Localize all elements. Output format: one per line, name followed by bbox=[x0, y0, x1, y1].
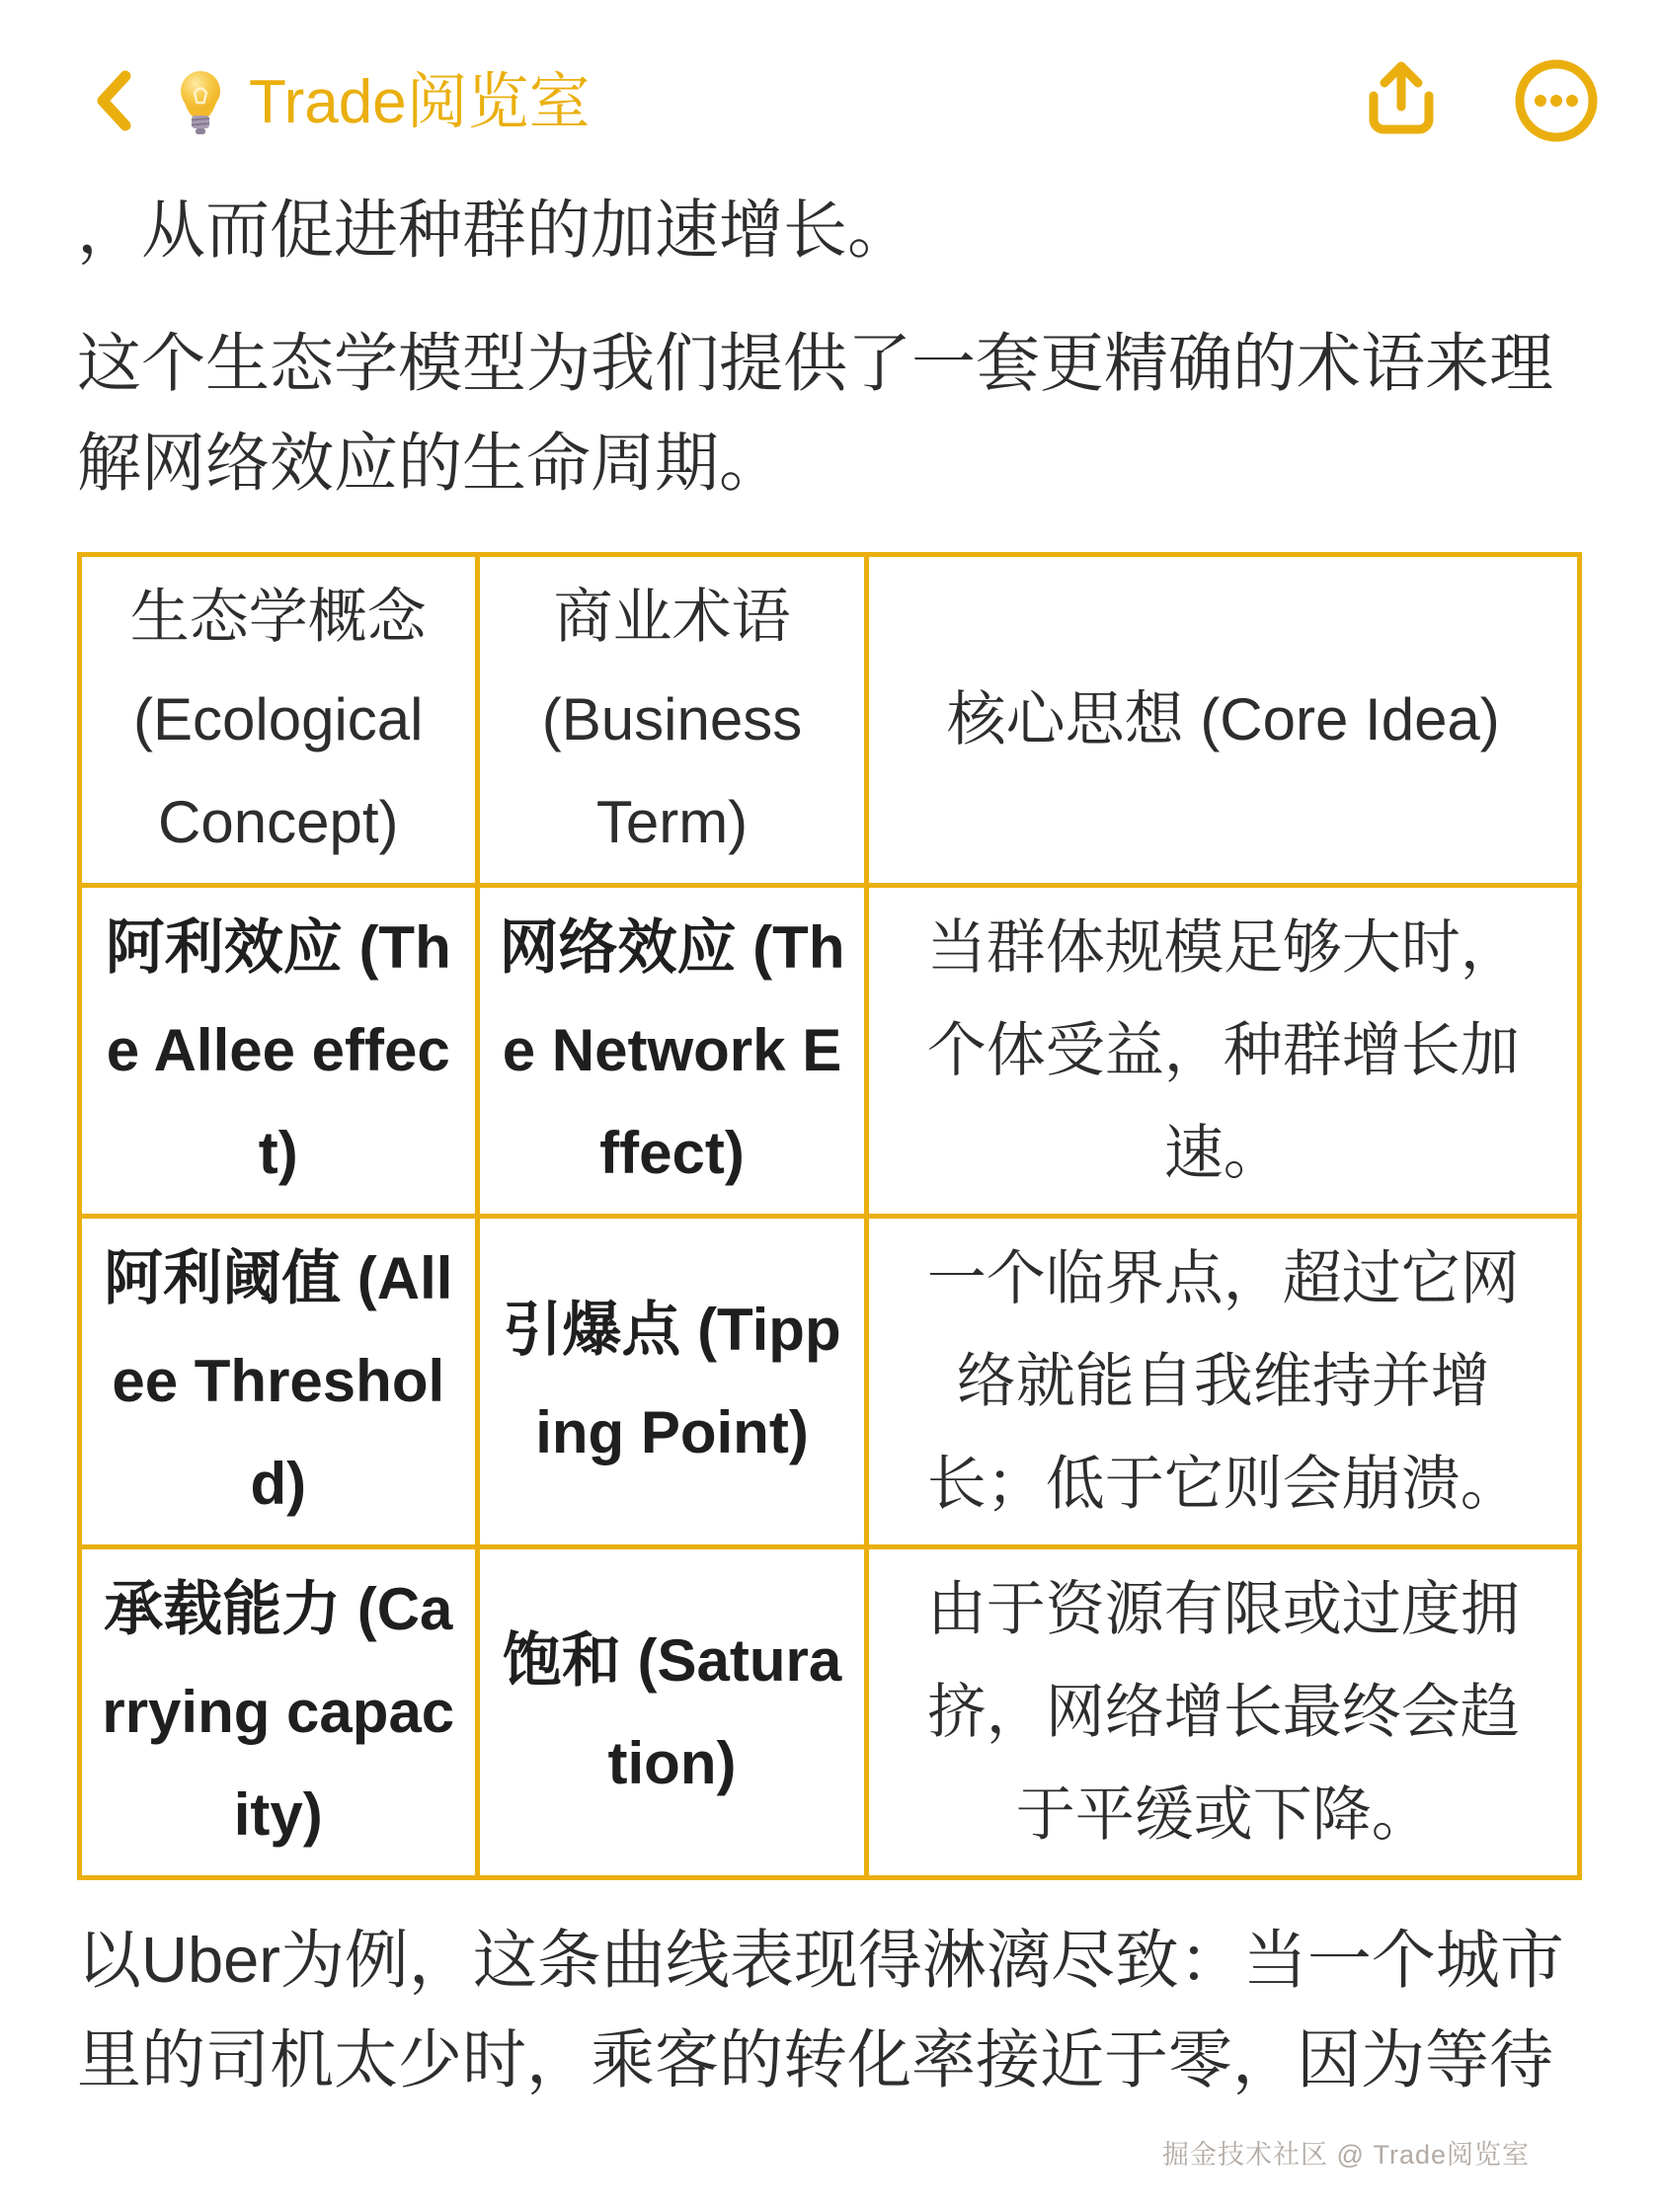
cell-term: 网络效应 (The Network Effect) bbox=[477, 886, 867, 1217]
table-header-business-term: 商业术语 (Business Term) bbox=[477, 555, 867, 886]
cell-term: 引爆点 (Tipping Point) bbox=[477, 1217, 867, 1547]
article-content bbox=[0, 180, 1659, 2172]
cell-concept: 阿利效应 (The Allee effect) bbox=[80, 886, 478, 1217]
cell-term: 饱和 (Saturation) bbox=[477, 1547, 867, 1878]
table-header-ecological-concept: 生态学概念 (Ecological Concept) bbox=[80, 555, 478, 886]
lightbulb-icon bbox=[178, 69, 223, 136]
table-row bbox=[80, 1217, 1580, 1547]
share-button[interactable] bbox=[1361, 59, 1442, 146]
cell-concept: 承载能力 (Carrying capacity) bbox=[80, 1547, 478, 1878]
cell-idea: 当群体规模足够大时，个体受益，种群增长加速。 bbox=[867, 886, 1580, 1217]
chevron-left-icon bbox=[93, 68, 136, 138]
table-header-row bbox=[80, 555, 1580, 886]
concept-table bbox=[77, 552, 1582, 1880]
watermark: 掘金技术社区 @ Trade阅览室 bbox=[1162, 2140, 1530, 2170]
more-options-icon bbox=[1513, 57, 1600, 149]
cell-idea: 一个临界点，超过它网络就能自我维持并增长；低于它则会崩溃。 bbox=[867, 1217, 1580, 1547]
header-bar bbox=[0, 0, 1659, 148]
article-paragraph-3: 以Uber为例，这条曲线表现得淋漓尽致：当一个城市里的司机太少时，乘客的转化率接近于零，因为等待 bbox=[77, 1924, 1564, 2095]
cell-idea: 由于资源有限或过度拥挤，网络增长最终会趋于平缓或下降。 bbox=[867, 1547, 1580, 1878]
share-upload-icon bbox=[1361, 57, 1442, 149]
page-title: Trade阅览室 bbox=[249, 68, 591, 136]
cell-concept: 阿利阈值 (Allee Threshold) bbox=[80, 1217, 478, 1547]
table-row bbox=[80, 1547, 1580, 1878]
table-header-core-idea: 核心思想 (Core Idea) bbox=[867, 555, 1580, 886]
article-paragraph-2: 这个生态学模型为我们提供了一套更精确的术语来理解网络效应的生命周期。 bbox=[77, 327, 1554, 499]
more-options-button[interactable] bbox=[1513, 59, 1600, 146]
back-button[interactable] bbox=[93, 70, 136, 135]
table-row bbox=[80, 886, 1580, 1217]
article-paragraph-1: ，从而促进种群的加速增长。 bbox=[77, 194, 912, 266]
